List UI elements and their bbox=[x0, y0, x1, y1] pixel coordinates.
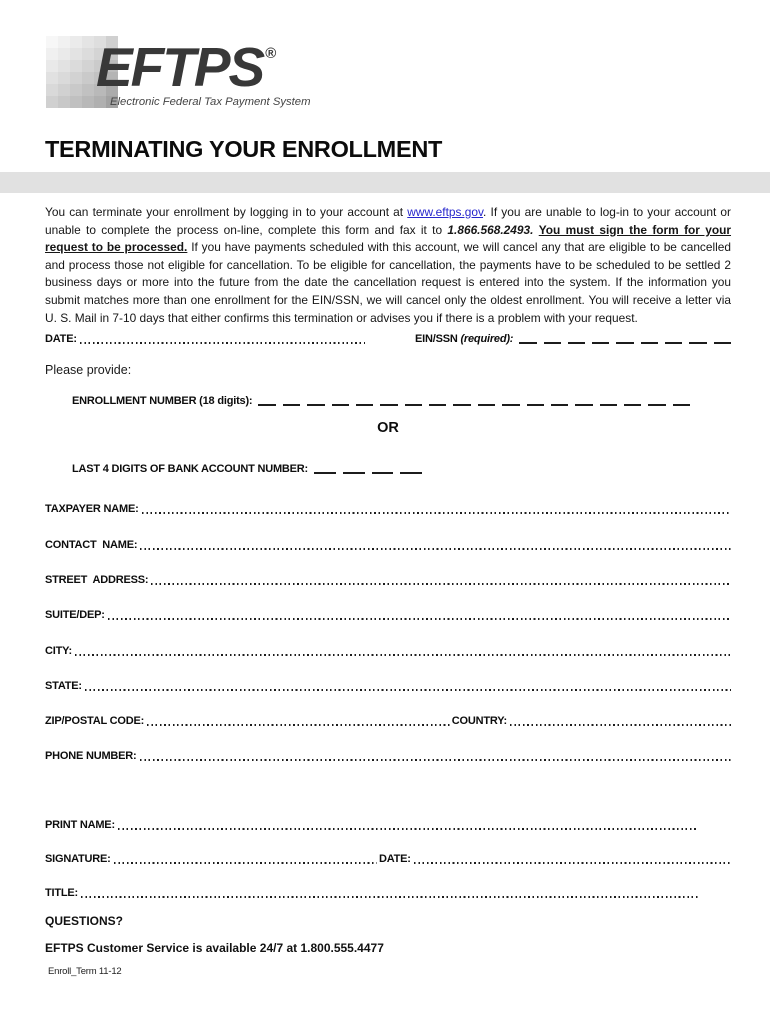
must-sign-notice: You must sign the form for your request to be processed. bbox=[45, 222, 732, 255]
fill-blank[interactable] bbox=[544, 342, 561, 344]
state-label: STATE: bbox=[45, 680, 82, 692]
mosaic-cell bbox=[46, 84, 58, 96]
taxpayer-name-label: TAXPAYER NAME: bbox=[45, 503, 139, 515]
contact-name-input-line[interactable] bbox=[140, 548, 731, 550]
last4-bank-account-label: LAST 4 DIGITS OF BANK ACCOUNT NUMBER: bbox=[72, 463, 309, 475]
mosaic-cell bbox=[46, 36, 58, 48]
suite-dep-label: SUITE/DEP: bbox=[45, 609, 105, 621]
fill-blank[interactable] bbox=[405, 404, 422, 406]
eftps-tagline: Electronic Federal Tax Payment System bbox=[110, 96, 311, 108]
print-name-input-line[interactable] bbox=[118, 828, 698, 830]
fill-blank[interactable] bbox=[502, 404, 519, 406]
fill-blank[interactable] bbox=[648, 404, 665, 406]
ein-ssn-label: EIN/SSN (required): bbox=[415, 333, 514, 345]
signature-date-row bbox=[45, 850, 731, 865]
mosaic-cell bbox=[70, 48, 82, 60]
mosaic-cell bbox=[82, 96, 94, 108]
taxpayer-name-input-line[interactable] bbox=[142, 512, 731, 514]
eftps-gov-link[interactable]: www.eftps.gov bbox=[407, 205, 484, 219]
mosaic-cell bbox=[58, 96, 70, 108]
intro-text: You can terminate your enrollment by logging in to your account at bbox=[45, 205, 408, 219]
mosaic-cell bbox=[70, 60, 82, 72]
fill-blank[interactable] bbox=[568, 342, 585, 344]
zip-country-row bbox=[45, 712, 731, 727]
mosaic-cell bbox=[46, 72, 58, 84]
enrollment-number-label: ENROLLMENT NUMBER (18 digits): bbox=[72, 395, 253, 407]
please-provide-row bbox=[45, 361, 131, 376]
street-address-row bbox=[45, 571, 731, 586]
ein-ssn-blanks[interactable] bbox=[519, 342, 731, 344]
phone-number-input-line[interactable] bbox=[140, 759, 731, 761]
title-field-row bbox=[45, 884, 698, 899]
street-address-label: STREET ADDRESS: bbox=[45, 574, 149, 586]
mosaic-cell bbox=[58, 84, 70, 96]
enrollment-number-blanks[interactable] bbox=[258, 404, 690, 406]
city-row bbox=[45, 642, 731, 657]
phone-number-label: PHONE NUMBER: bbox=[45, 750, 137, 762]
fill-blank[interactable] bbox=[283, 404, 300, 406]
fill-blank[interactable] bbox=[343, 472, 365, 474]
mosaic-cell bbox=[46, 48, 58, 60]
enrollment-number-row bbox=[72, 392, 690, 407]
print-name-label: PRINT NAME: bbox=[45, 819, 115, 831]
fill-blank[interactable] bbox=[592, 342, 609, 344]
fill-blank[interactable] bbox=[527, 404, 544, 406]
fill-blank[interactable] bbox=[314, 472, 336, 474]
last4-row bbox=[72, 460, 432, 475]
mosaic-cell bbox=[82, 48, 94, 60]
questions-heading: QUESTIONS? bbox=[45, 914, 124, 928]
signature-input-line[interactable] bbox=[114, 862, 377, 864]
signature-label: SIGNATURE: bbox=[45, 853, 111, 865]
zip-postal-code-label: ZIP/POSTAL CODE: bbox=[45, 715, 145, 727]
mosaic-cell bbox=[82, 84, 94, 96]
fill-blank[interactable] bbox=[665, 342, 682, 344]
fill-blank[interactable] bbox=[689, 342, 706, 344]
fill-blank[interactable] bbox=[332, 404, 349, 406]
suite-dep-row bbox=[45, 606, 731, 621]
contact-name-label: CONTACT NAME: bbox=[45, 539, 138, 551]
or-separator: OR bbox=[377, 420, 399, 436]
mosaic-cell bbox=[70, 96, 82, 108]
mosaic-cell bbox=[70, 84, 82, 96]
taxpayer-name-row bbox=[45, 500, 731, 515]
please-provide-label: Please provide: bbox=[45, 362, 132, 377]
eftps-wordmark-text: EFTPS bbox=[96, 36, 264, 98]
fill-blank[interactable] bbox=[356, 404, 373, 406]
state-input-line[interactable] bbox=[85, 689, 731, 691]
form-code: Enroll_Term 11-12 bbox=[48, 966, 122, 977]
mosaic-cell bbox=[58, 48, 70, 60]
phone-number-row bbox=[45, 747, 731, 762]
intro-text: . If you are unable to log-in to your account or unable to complete the process on-line, complete this form and fax it to bbox=[45, 205, 731, 237]
state-row bbox=[45, 677, 731, 692]
fill-blank[interactable] bbox=[600, 404, 617, 406]
fill-blank[interactable] bbox=[478, 404, 495, 406]
fill-blank[interactable] bbox=[519, 342, 536, 344]
fill-blank[interactable] bbox=[258, 404, 275, 406]
mosaic-cell bbox=[82, 60, 94, 72]
title-divider-band bbox=[0, 172, 770, 193]
zip-postal-code-input-line[interactable] bbox=[147, 724, 450, 726]
fill-blank[interactable] bbox=[400, 472, 422, 474]
mosaic-cell bbox=[70, 36, 82, 48]
fill-blank[interactable] bbox=[616, 342, 633, 344]
mosaic-cell bbox=[82, 72, 94, 84]
signature-date-input-line[interactable] bbox=[414, 862, 731, 864]
fill-blank[interactable] bbox=[453, 404, 470, 406]
mosaic-cell bbox=[46, 96, 58, 108]
ein-field-row bbox=[415, 330, 731, 345]
fill-blank[interactable] bbox=[429, 404, 446, 406]
city-input-line[interactable] bbox=[75, 654, 731, 656]
signature-date-label: DATE: bbox=[378, 853, 411, 865]
title-field-label: TITLE: bbox=[45, 887, 79, 899]
country-input-line[interactable] bbox=[510, 724, 731, 726]
fill-blank[interactable] bbox=[372, 472, 394, 474]
mosaic-cell bbox=[82, 36, 94, 48]
fill-blank[interactable] bbox=[575, 404, 592, 406]
fill-blank[interactable] bbox=[673, 404, 690, 406]
eftps-wordmark bbox=[96, 36, 277, 98]
fill-blank[interactable] bbox=[551, 404, 568, 406]
registered-trademark-icon: ® bbox=[265, 45, 277, 62]
country-label: COUNTRY: bbox=[451, 715, 508, 727]
city-label: CITY: bbox=[45, 645, 72, 657]
mosaic-cell bbox=[58, 72, 70, 84]
street-address-input-line[interactable] bbox=[151, 583, 731, 585]
fill-blank[interactable] bbox=[380, 404, 397, 406]
mosaic-cell bbox=[70, 72, 82, 84]
contact-name-row bbox=[45, 536, 731, 551]
page-title: TERMINATING YOUR ENROLLMENT bbox=[45, 136, 443, 162]
mosaic-cell bbox=[58, 60, 70, 72]
suite-dep-input-line[interactable] bbox=[108, 618, 731, 620]
title-input-line[interactable] bbox=[81, 896, 698, 898]
date-field-row bbox=[45, 330, 365, 345]
fill-blank[interactable] bbox=[714, 342, 731, 344]
mosaic-cell bbox=[58, 36, 70, 48]
print-name-row bbox=[45, 816, 698, 831]
fill-blank[interactable] bbox=[624, 404, 641, 406]
fill-blank[interactable] bbox=[641, 342, 658, 344]
date-label: DATE: bbox=[45, 333, 77, 345]
intro-paragraph bbox=[45, 204, 731, 327]
fill-blank[interactable] bbox=[307, 404, 324, 406]
mosaic-cell bbox=[46, 60, 58, 72]
fax-number: 1.866.568.2493. bbox=[447, 222, 534, 237]
intro-text: If you have payments scheduled with this account, we will cancel any that are eligible to be cancelled and process those not eligible for cancellation. To be eligible for cancellation, the payments have to be scheduled to be settled 2 business days or more into the future from the date the cancellation request is entered into the system. If the information you submit matches more than one enrollment for the EIN/SSN, we will cancel only the oldest enrollment. You will receive a letter via U. S. Mail in 7-10 days that either confirms this termination or advises you if there is a problem with your request. bbox=[45, 240, 731, 325]
date-input-line[interactable] bbox=[80, 342, 365, 344]
customer-service-line: EFTPS Customer Service is available 24/7 at 1.800.555.4477 bbox=[45, 941, 384, 955]
last4-blanks[interactable] bbox=[314, 472, 422, 474]
